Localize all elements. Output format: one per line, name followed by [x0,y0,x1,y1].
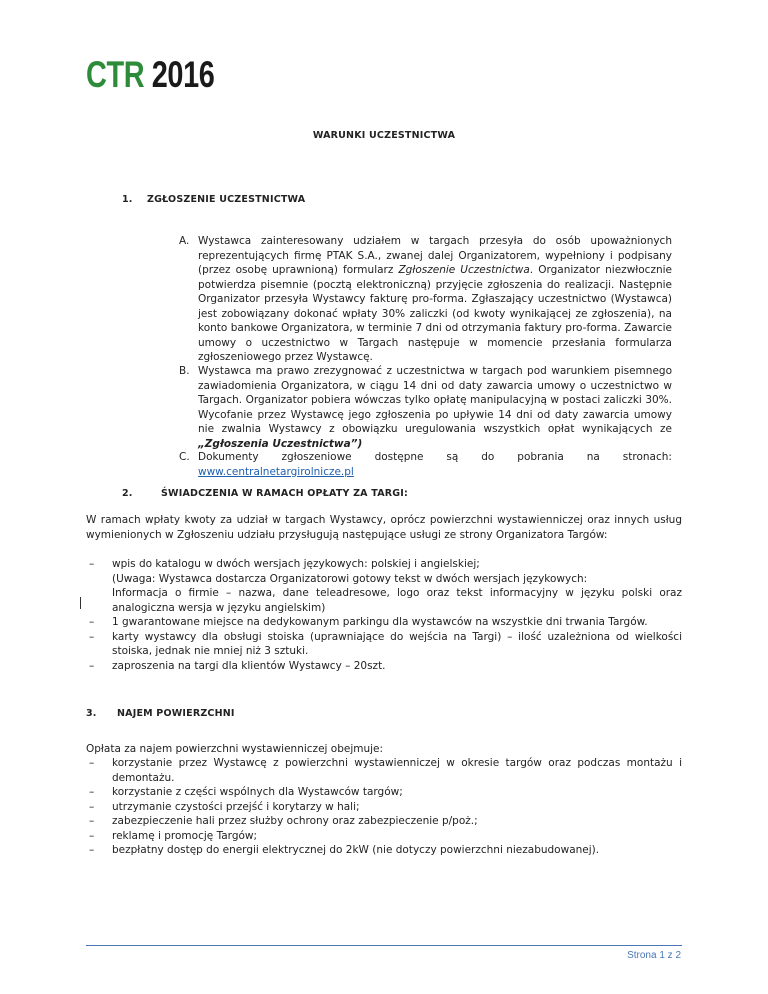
list-item-text: zaproszenia na targi dla klientów Wystawcy – 20szt. [112,659,386,672]
section-2-number: 2. [122,488,133,499]
logo-ctr: CTR [86,54,145,95]
dash-bullet: – [89,757,95,769]
section-2-list [86,557,682,673]
list-item-text: korzystanie przez Wystawcę z powierzchni wystawienniczej w okresie targów oraz podczas montażu i demontażu. [112,757,682,784]
dash-bullet: – [89,815,95,827]
item-b-emphasis: „Zgłoszenia Uczestnictwa”) [198,437,363,450]
item-c-word: są [446,451,459,463]
list-item-text: karty wystawcy dla obsługi stoiska (uprawniające do wejścia na Targi) – ilość uzależniona od wielkości stoiska, jednak nie mniej niż 3 sztuki. [112,630,682,657]
item-b-text: Wystawca ma prawo zrezygnować z uczestnictwa w targach pod warunkiem pisemnego zawiadomienia Organizatora, w ciągu 14 dni od daty zawarcia umowy o uczestnictwo w Targach. Organizator pobiera wówczas tylko opłatę manipulacyjną w postaci zaliczki 30%. Wycofanie przez Wystawcę jego zgłoszenia po upływie 14 dni od daty zawarcia umowy nie zwalnia Wystawcy z obowiązku uregulowania wszystkich opłat wynikających ze [198,365,672,435]
section-1-item-c [179,450,672,479]
item-c-word: na [586,451,600,463]
list-item-text: zabezpieczenie hali przez służby ochrony oraz zabezpieczenie p/poż.; [112,815,478,827]
item-c-label: C. [179,451,190,463]
section-1-item-b [179,364,672,451]
page-number: Strona 1 z 2 [627,950,681,961]
section-2-intro: W ramach wpłaty kwoty za udział w targach Wystawcy, oprócz powierzchni wystawienniczej oraz innych usług wymienionych w Zgłoszeniu udziału przysługują następujące usługi ze strony Organizatora Targów: [86,514,682,541]
list-item [86,843,682,858]
section-2-title: ŚWIADCZENIA W RAMACH OPŁATY ZA TARGI: [161,488,408,499]
list-item [86,630,682,659]
dash-bullet: – [89,800,95,813]
section-1-title: ZGŁOSZENIE UCZESTNICTWA [147,194,306,205]
list-item-text: utrzymanie czystości przejść i korytarzy w hali; [112,800,360,813]
list-item [86,557,682,615]
item-b-label: B. [179,365,190,377]
item-a-label: A. [179,235,190,247]
list-item-line: Informacja o firmie – nazwa, dane teleadresowe, logo oraz tekst informacyjny w języku polski oraz analogiczna wersja w języku angielskim) [112,587,682,614]
list-item-text: korzystanie z części wspólnych dla Wystawców targów; [112,786,403,798]
ctr-2016-logo [86,56,214,93]
list-item-line: (Uwaga: Wystawca dostarcza Organizatorowi gotowy tekst w dwóch wersjach językowych: [112,572,588,585]
list-item-text: bezpłatny dostęp do energii elektrycznej do 2kW (nie dotyczy powierzchni niezabudowanej). [112,844,600,856]
section-3-number: 3. [86,708,97,719]
item-c-word: pobrania [517,451,564,463]
section-3-title: NAJEM POWIERZCHNI [117,708,235,719]
list-item [86,659,682,674]
dash-bullet: – [89,659,95,672]
list-item [86,829,682,844]
item-c-word: do [481,451,495,463]
dash-bullet: – [89,630,95,643]
item-a-text-1: Wystawca zainteresowany udziałem w targach przesyła do osób upoważnionych reprezentujących firmę PTAK S.A., zwanej dalej Organizatorem, wypełniony i podpisany (przez osobę uprawnioną) formularz [198,235,672,276]
logo-year: 2016 [151,54,215,95]
section-1-number: 1. [122,194,133,205]
list-item [86,814,682,829]
list-item [86,800,682,815]
dash-bullet: – [89,786,95,798]
list-item [86,615,682,630]
dash-bullet: – [89,829,95,842]
website-link[interactable]: www.centralnetargirolnicze.pl [198,465,354,478]
item-c-text [198,450,672,465]
item-a-form-name: Zgłoszenie Uczestnictwa [398,264,530,276]
item-c-word: stronach: [622,451,672,463]
section-3-list [86,756,682,858]
list-item [86,756,682,785]
revision-bar [80,597,81,609]
item-c-word: Dokumenty [198,451,259,463]
section-1-item-a [179,234,673,365]
dash-bullet: – [89,558,95,570]
item-c-word: zgłoszeniowe [281,451,352,463]
section-3-intro: Opłata za najem powierzchni wystawienniczej obejmuje: [86,743,384,755]
dash-bullet: – [89,616,95,628]
item-a-text-2: . Organizator niezwłocznie potwierdza pisemnie (pocztą elektroniczną) przyjęcie zgłoszenia do realizacji. Następnie Organizator przesyła Wystawcy fakturę pro-forma. Zgłaszający uczestnictwo (Wystawca) jest zobowiązany dokonać wpłaty 30% zaliczki (od kwoty wynikającej ze zgłoszenia), na konto bankowe Organizatora, w terminie 7 dni od otrzymania faktury pro-forma. Zawarcie umowy o uczestnictwo w Targach następuje w momencie przesłania formularza zgłoszeniowego przez Wystawcę. [198,264,673,363]
footer-divider [86,945,682,946]
item-c-word: dostępne [374,451,424,463]
list-item-text: reklamę i promocję Targów; [112,829,258,842]
document-title: WARUNKI UCZESTNICTWA [312,130,456,141]
list-item-text: 1 gwarantowane miejsce na dedykowanym parkingu dla wystawców na wszystkie dni trwania Targów. [112,616,648,628]
dash-bullet: – [89,844,95,856]
list-item [86,785,682,800]
list-item-line: wpis do katalogu w dwóch wersjach językowych: polskiej i angielskiej; [112,558,480,570]
